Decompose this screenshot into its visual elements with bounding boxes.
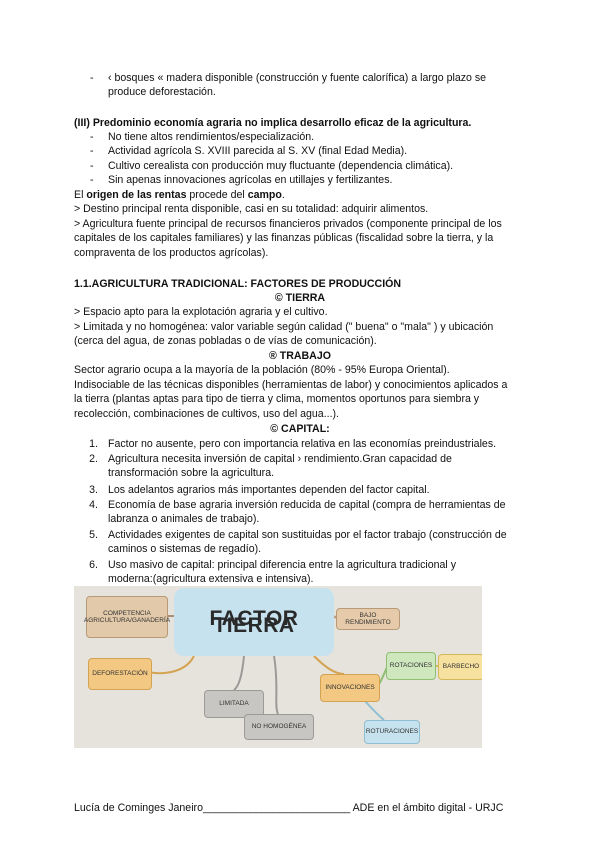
origin-post: . — [281, 189, 285, 201]
tierra-title: © TIERRA — [274, 292, 326, 304]
mindmap-node-deforestacion: DEFORESTACIÓN — [88, 658, 152, 690]
bullet-dash: - — [90, 174, 94, 186]
section-iii-bullet-2: Actividad agrícola S. XVIII parecida al S. XV (final Edad Media). — [108, 145, 408, 157]
trabajo-line-1: Sector agrario ocupa a la mayoría de la población (80% - 95% Europa Oriental). — [74, 364, 450, 376]
trabajo-line-3: la tierra (plantas aptas para tipo de tierra y clima, momentos oportunos para siembra y — [74, 393, 480, 405]
capital-item-6-line-2: moderna:(agricultura extensiva e intensiva). — [108, 573, 314, 585]
mindmap-node-innovaciones: INNOVACIONES — [320, 674, 380, 702]
mindmap-node-factor-tierra: FACTOR TIERRA — [174, 588, 334, 656]
capital-item-number: 5. — [89, 529, 98, 541]
factor-tierra-mindmap — [74, 586, 482, 748]
tierra-line-3: (cerca del agua, de zonas pobladas o de vías de comunicación). — [74, 335, 377, 347]
bosques-line-1: ‹ bosques « madera disponible (construcción y fuente calorífica) a largo plazo se — [108, 72, 487, 84]
trabajo-title: ® TRABAJO — [269, 350, 331, 362]
trabajo-line-2: Indisociable de las técnicas disponibles (herramientas de labor) y conocimientos aplicados a — [74, 379, 508, 391]
bosques-line-2: produce deforestación. — [108, 86, 216, 98]
capital-item-2-line-1: Agricultura necesita inversión de capital › rendimiento.Gran capacidad de — [108, 453, 452, 465]
origin-bold-rentas: origen de las rentas — [86, 189, 187, 201]
mindmap-node-rotaciones: ROTACIONES — [386, 652, 436, 680]
origin-mid: procede del — [186, 189, 248, 201]
capital-item-number: 4. — [89, 499, 98, 511]
page-footer: Lucía de Cominges Janeiro_________________________ ADE en el ámbito digital - URJC — [74, 802, 504, 814]
bullet-dash: - — [90, 72, 94, 84]
trabajo-line-4: recolección, combinaciones de cultivos, uso del agua...). — [74, 408, 339, 420]
mindmap-node-barbecho: BARBECHO — [438, 654, 482, 680]
bullet-dash: - — [90, 145, 94, 157]
bullet-dash: - — [90, 131, 94, 143]
mindmap-node-bajo-rendimiento: BAJO RENDIMIENTO — [336, 608, 400, 630]
section-iii-heading: (III) Predominio economía agraria no implica desarrollo eficaz de la agricultura. — [74, 117, 472, 129]
fuente-line-1: > Agricultura fuente principal de recursos financieros privados (componente principal de los — [74, 218, 502, 230]
tierra-line-2: > Limitada y no homogénea: valor variable según calidad (" buena" o "mala" ) y ubicación — [74, 321, 494, 333]
capital-item-3: Los adelantos agrarios más importantes dependen del factor capital. — [108, 484, 430, 496]
section-iii-bullet-3: Cultivo cerealista con producción muy fluctuante (dependencia climática). — [108, 160, 454, 172]
mindmap-node-no-homogenea: NO HOMOGÉNEA — [244, 714, 314, 740]
fuente-line-2: capitales de los capitales familiares) y las finanzas públicas (fiscalidad sobre la tierra, y la — [74, 232, 494, 244]
capital-item-4-line-2: labranza o animales de trabajo). — [108, 513, 260, 525]
capital-item-4-line-1: Economía de base agraria inversión reducida de capital (compra de herramientas de — [108, 499, 506, 511]
capital-item-number: 6. — [89, 559, 98, 571]
capital-item-number: 2. — [89, 453, 98, 465]
section-iii-bullet-1: No tiene altos rendimientos/especialización. — [108, 131, 315, 143]
bullet-dash: - — [90, 160, 94, 172]
capital-title: © CAPITAL: — [270, 423, 330, 435]
capital-item-2-line-2: transformación sobre la agricultura. — [108, 467, 275, 479]
destino-line: > Destino principal renta disponible, casi en su totalidad: adquirir alimentos. — [74, 203, 429, 215]
origin-rentas-line — [74, 189, 285, 202]
capital-item-6-line-1: Uso masivo de capital: principal diferencia entre la agricultura tradicional y — [108, 559, 457, 571]
fuente-line-3: compraventa de los productos agrícolas). — [74, 247, 269, 259]
section-1-1-heading: 1.1.AGRICULTURA TRADICIONAL: FACTORES DE PRODUCCIÓN — [74, 278, 402, 290]
capital-item-number: 1. — [89, 438, 98, 450]
mindmap-node-limitada: LIMITADA — [204, 690, 264, 718]
capital-item-number: 3. — [89, 484, 98, 496]
capital-item-5-line-2: caminos o sistemas de regadío). — [108, 543, 262, 555]
capital-item-1: Factor no ausente, pero con importancia relativa en las economías preindustriales. — [108, 438, 497, 450]
section-iii-bullet-4: Sin apenas innovaciones agrícolas en utillajes y fertilizantes. — [108, 174, 393, 186]
origin-pre: El — [74, 189, 87, 201]
capital-item-5-line-1: Actividades exigentes de capital son sustituidas por el factor trabajo (construcción de — [108, 529, 507, 541]
mindmap-node-competencia: COMPETENCIA AGRICULTURA/GANADERÍA — [86, 596, 168, 638]
origin-bold-campo: campo — [247, 189, 282, 201]
mindmap-node-roturaciones: ROTURACIONES — [364, 720, 420, 744]
tierra-line-1: > Espacio apto para la explotación agraria y el cultivo. — [74, 306, 328, 318]
